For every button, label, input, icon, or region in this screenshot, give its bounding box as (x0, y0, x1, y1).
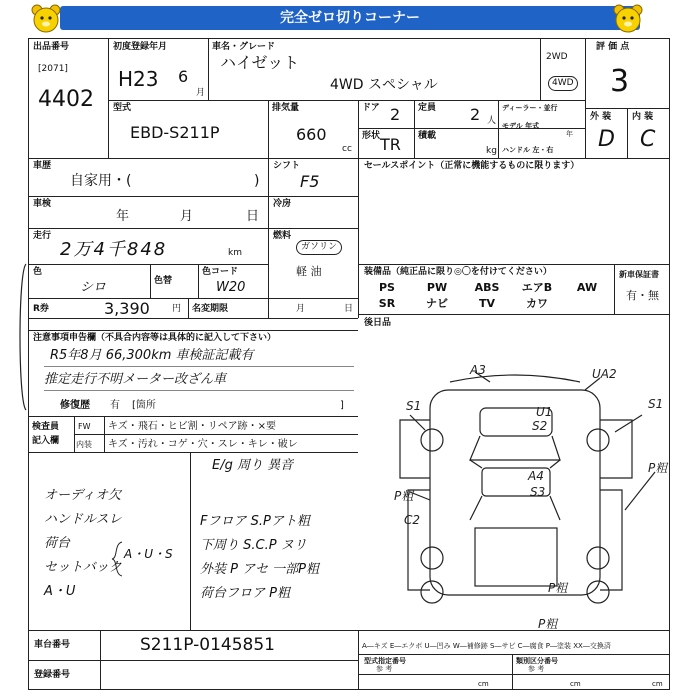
lot-label: 出品番号 (33, 42, 70, 52)
shape-value: TR (380, 135, 401, 154)
mark-p-bed: P粗 (548, 581, 568, 595)
color-value: シロ (80, 280, 107, 295)
reg-year: H23 (118, 67, 159, 91)
cm-unit-3: cm (652, 680, 663, 688)
car-grade: 4WD スペシャル (330, 77, 438, 93)
inspection-label: 車検 (33, 199, 52, 209)
dealer-label: ディーラー・並行 (502, 104, 558, 112)
mileage-label: 走行 (33, 231, 52, 241)
remark-right-item: Fフロア S.Pアト粗 (200, 514, 310, 529)
mark-s3: S3 (530, 485, 546, 499)
lot-small: [2071] (38, 64, 68, 74)
handle-label: ハンドル 左・右 (502, 146, 554, 154)
bear-mascot-icon (612, 4, 644, 34)
ext-grade: D (598, 127, 615, 152)
after-label: 後日品 (364, 318, 392, 328)
fw-label: FW (78, 422, 91, 431)
damage-legend: A―キズ E―エクボ U―凹み W―補修跡 S―サビ C―腐食 P―塗装 XX―交換済 (362, 642, 611, 650)
mark-p-left: P粗 (394, 489, 414, 503)
cap-label: 定員 (418, 103, 437, 113)
inspector-label1: 検査員 (32, 422, 60, 432)
name-label: 車名・グレード (212, 42, 276, 52)
inspector-label2: 記入欄 (32, 436, 60, 446)
fuel-gas: ガソリン (296, 240, 342, 255)
color-label: 色 (33, 267, 43, 277)
color-code-label: 色コード (202, 267, 239, 277)
equipment-item: PS (379, 281, 395, 294)
recycle-amount: 3,390 (104, 299, 150, 318)
car-damage-diagram (370, 360, 670, 630)
door-label: ドア (362, 103, 380, 113)
history-value: 自家用・( (70, 173, 132, 189)
shape-label: 形状 (362, 131, 381, 141)
class-label: 類別区分番号 (516, 657, 558, 665)
mileage-km: km (228, 248, 242, 258)
color-code-value: W20 (216, 280, 246, 295)
equipment-item: エアB (521, 281, 553, 294)
recycle-unit: 円 (172, 304, 182, 314)
remark-left-item: セットバック (44, 560, 122, 575)
equipment-label: 装備品（純正品に限り◎〇を付けてください） (364, 267, 552, 277)
equipment-item: SR (378, 297, 396, 310)
remark-left-item: A・U (44, 584, 76, 599)
fuel-label: 燃料 (273, 231, 292, 241)
cap-unit: 人 (487, 116, 497, 126)
mark-c2: C2 (404, 513, 421, 527)
disp-value: 660 (296, 125, 327, 144)
equipment-item: ABS (474, 281, 500, 294)
repair-close: ] (340, 400, 344, 411)
int-label: 内 装 (632, 112, 654, 122)
mark-p-bottom: P粗 (538, 617, 558, 630)
cm-unit-2: cm (570, 680, 581, 688)
transfer-label: 名変期限 (192, 304, 229, 314)
model-value: EBD-S211P (130, 123, 220, 142)
year-unit: 年 (566, 130, 573, 138)
fuel-diesel: 軽 油 (296, 265, 322, 278)
remarks-bracket: A・U・S (124, 547, 173, 561)
notes-label: 注意事項申告欄（不具合内容等は具体的に記入して下さい） (33, 333, 277, 343)
model-label: 型式 (113, 103, 132, 113)
remark-right-item: 外装 P アセ 一部P粗 (200, 562, 319, 577)
sales-label: セールスポイント（正常に機能するものに限ります） (364, 161, 580, 171)
transfer-month: 月 (296, 304, 306, 314)
color-change-label: 色替 (154, 276, 173, 286)
chassis-label: 車台番号 (34, 640, 71, 650)
new-warranty-label: 新車保証書 (619, 270, 659, 279)
history-close: ) (254, 173, 260, 189)
remark-left-item: 荷台 (44, 536, 71, 551)
reg-label: 初度登録年月 (113, 42, 168, 52)
lot-number: 4402 (38, 87, 94, 112)
engine-note: E/g 周り 異音 (212, 458, 294, 473)
int-grade: C (640, 127, 656, 152)
type-label: 型式指定番号 (364, 657, 406, 665)
mark-s1-right: S1 (648, 397, 664, 411)
repair-label: 修復歴 (60, 400, 90, 411)
recycle-label: R券 (33, 304, 49, 314)
mark-s1-left: S1 (406, 399, 422, 413)
history-label: 車歴 (33, 161, 52, 171)
mileage-value: 2万4千848 (60, 239, 168, 260)
equipment-item: AW (576, 281, 598, 294)
notes-line2: 推定走行不明メーター改ざん車 (44, 372, 227, 387)
drive-4wd: 4WD (548, 76, 578, 91)
car-name: ハイゼット (220, 53, 300, 72)
shift-label: シフト (273, 161, 301, 171)
interior-label: 内装 (76, 440, 92, 449)
score-value: 3 (610, 64, 630, 99)
equipment-item: カワ (526, 297, 548, 310)
bracket-icon (110, 540, 126, 578)
chassis-value: S211P-0145851 (140, 635, 275, 655)
drive-2wd: 2WD (546, 52, 568, 62)
door-value: 2 (390, 105, 401, 124)
ref1: 参 考 (376, 665, 393, 673)
remark-left-item: オーディオ欠 (44, 488, 121, 503)
load-label: 積載 (418, 131, 437, 141)
equipment-item: TV (478, 297, 496, 310)
disp-unit: cc (342, 144, 352, 154)
remark-left-item: ハンドルスレ (44, 512, 122, 527)
mark-ua2: UA2 (592, 367, 617, 381)
mark-p-right: P粗 (648, 461, 668, 475)
mark-a3: A3 (470, 363, 486, 377)
notes-line1: R5年8月 66,300km 車検証記載有 (50, 348, 254, 363)
repair-value: 有 (110, 400, 120, 411)
banner-title: 完全ゼロ切りコーナー (60, 6, 640, 30)
shift-value: F5 (300, 172, 320, 191)
cm-unit-1: cm (478, 680, 489, 688)
registration-label: 登録番号 (34, 670, 71, 680)
remark-right-item: 下周り S.C.P ヌリ (200, 538, 307, 553)
cap-value: 2 (470, 105, 481, 124)
mark-s2: S2 (532, 419, 548, 433)
disp-label: 排気量 (272, 103, 300, 113)
inspector-row2: キズ・汚れ・コゲ・穴・スレ・キレ・破レ (108, 439, 298, 450)
remark-right-item: 荷台フロア P粗 (200, 586, 290, 601)
inspection-day-unit: 日 (246, 209, 260, 224)
inspector-row1: キズ・飛石・ヒビ割・リペア跡・×要 (108, 421, 276, 432)
mark-a4: A4 (528, 469, 544, 483)
repair-place: [箇所 (132, 400, 156, 411)
transfer-day: 日 (344, 304, 354, 314)
inspection-year-unit: 年 (116, 209, 130, 224)
equipment-item: PW (426, 281, 448, 294)
load-unit: kg (486, 146, 497, 156)
ext-label: 外 装 (590, 112, 612, 122)
reg-month-unit: 月 (196, 88, 206, 98)
model-year-label: モデル 年式 (502, 122, 540, 130)
bear-mascot-icon (30, 4, 62, 34)
ac-label: 冷房 (273, 199, 292, 209)
equipment-item: ナビ (426, 297, 448, 310)
score-label: 評 価 点 (596, 42, 630, 52)
mark-u1: U1 (536, 405, 553, 419)
new-warranty-value: 有・無 (626, 289, 659, 302)
reg-month: 6 (178, 67, 189, 86)
ref2: 参 考 (528, 665, 545, 673)
inspection-month-unit: 月 (180, 209, 194, 224)
margin-bracket-icon (14, 262, 30, 412)
